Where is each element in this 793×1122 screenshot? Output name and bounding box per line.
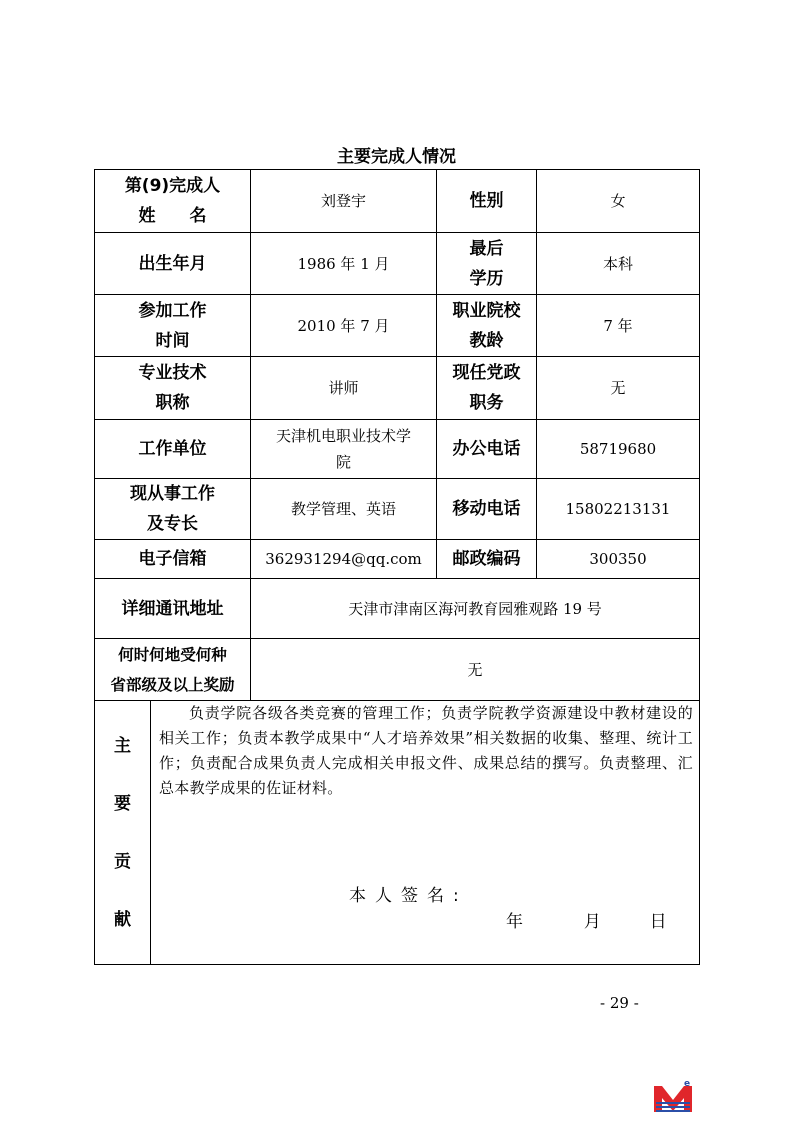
- email-label: 电子信箱: [95, 540, 251, 579]
- order-label-line2: 姓 名: [138, 206, 207, 226]
- unit-value-line1: 天津机电职业技术学: [275, 427, 411, 445]
- contribution-content: [151, 701, 700, 965]
- office-phone-value: 58719680: [537, 420, 700, 479]
- postcode-label: 邮政编码: [437, 540, 537, 579]
- date-month: 月: [583, 912, 601, 932]
- gender-value: 女: [537, 170, 700, 233]
- unit-label: 工作单位: [95, 420, 251, 479]
- date-year: 年: [506, 912, 523, 932]
- contribution-label-char-2: 要: [114, 794, 131, 814]
- education-label-line1: 最后: [469, 238, 504, 259]
- teaching-years-label-line2: 教龄: [469, 330, 504, 351]
- education-value: 本科: [537, 233, 700, 295]
- order-label-line1: 第(9)完成人: [124, 176, 221, 196]
- page-number: - 29 -: [600, 994, 639, 1012]
- contribution-label: [95, 701, 151, 965]
- title-rank-label-line1: 专业技术: [138, 363, 207, 383]
- title-rank-value: 讲师: [251, 357, 437, 420]
- unit-value: [251, 420, 437, 479]
- party-post-value: 无: [537, 357, 700, 420]
- title-rank-label-line2: 职称: [155, 393, 190, 413]
- teaching-years-value: 7 年: [537, 295, 700, 357]
- education-label-line2: 学历: [469, 268, 504, 289]
- teaching-years-label: [437, 295, 537, 357]
- logo-icon: [652, 1078, 694, 1114]
- work-start-label-line1: 参加工作: [138, 300, 207, 321]
- contribution-label-char-4: 献: [114, 910, 131, 930]
- awards-label-line1: 何时何地受何种: [118, 645, 227, 664]
- awards-value: 无: [251, 639, 700, 701]
- mobile-value: 15802213131: [537, 479, 700, 540]
- office-phone-label: 办公电话: [437, 420, 537, 479]
- address-value: 天津市津南区海河教育园雅观路 19 号: [251, 579, 700, 639]
- education-label: [437, 233, 537, 295]
- contribution-label-char-1: 主: [114, 736, 131, 756]
- contribution-label-char-3: 贡: [114, 852, 131, 872]
- name-value: 刘登宇: [251, 170, 437, 233]
- awards-label: [95, 639, 251, 701]
- mobile-label: 移动电话: [437, 479, 537, 540]
- svg-text:e: e: [684, 1079, 691, 1089]
- party-post-label-line1: 现任党政: [452, 363, 521, 383]
- title-rank-label: [95, 357, 251, 420]
- awards-label-line2: 省部级及以上奖励: [110, 675, 235, 694]
- page-title: 主要完成人情况: [337, 147, 456, 167]
- work-start-value: 2010 年 7 月: [251, 295, 437, 357]
- email-value: 362931294@qq.com: [251, 540, 437, 579]
- postcode-value: 300350: [537, 540, 700, 579]
- party-post-label: [437, 357, 537, 420]
- date-day: 日: [649, 912, 667, 932]
- order-label: [95, 170, 251, 233]
- party-post-label-line2: 职务: [469, 393, 504, 413]
- address-label: 详细通讯地址: [95, 579, 251, 639]
- work-field-label: [95, 479, 251, 540]
- gender-label: 性别: [437, 170, 537, 233]
- unit-value-line2: 院: [335, 453, 351, 471]
- birth-value: 1986 年 1 月: [251, 233, 437, 295]
- teaching-years-label-line1: 职业院校: [452, 300, 521, 321]
- signature-date: [506, 907, 667, 932]
- contribution-text: 负责学院各级各类竞赛的管理工作；负责学院教学资源建设中教材建设的相关工作；负责本教学成果中“人才培养效果”相关数据的收集、整理、统计工作；负责配合成果负责人完成相关申报文件、成果总结的撰写。负责整理、汇总本教学成果的佐证材料。: [159, 704, 693, 797]
- work-field-label-line2: 及专长: [147, 514, 198, 534]
- work-field-label-line1: 现从事工作: [130, 484, 215, 504]
- info-table: [94, 169, 700, 965]
- birth-label: 出生年月: [95, 233, 251, 295]
- work-start-label: [95, 295, 251, 357]
- work-field-value: 教学管理、英语: [251, 479, 437, 540]
- signature-label: 本人签名:: [349, 886, 468, 906]
- work-start-label-line2: 时间: [155, 330, 190, 351]
